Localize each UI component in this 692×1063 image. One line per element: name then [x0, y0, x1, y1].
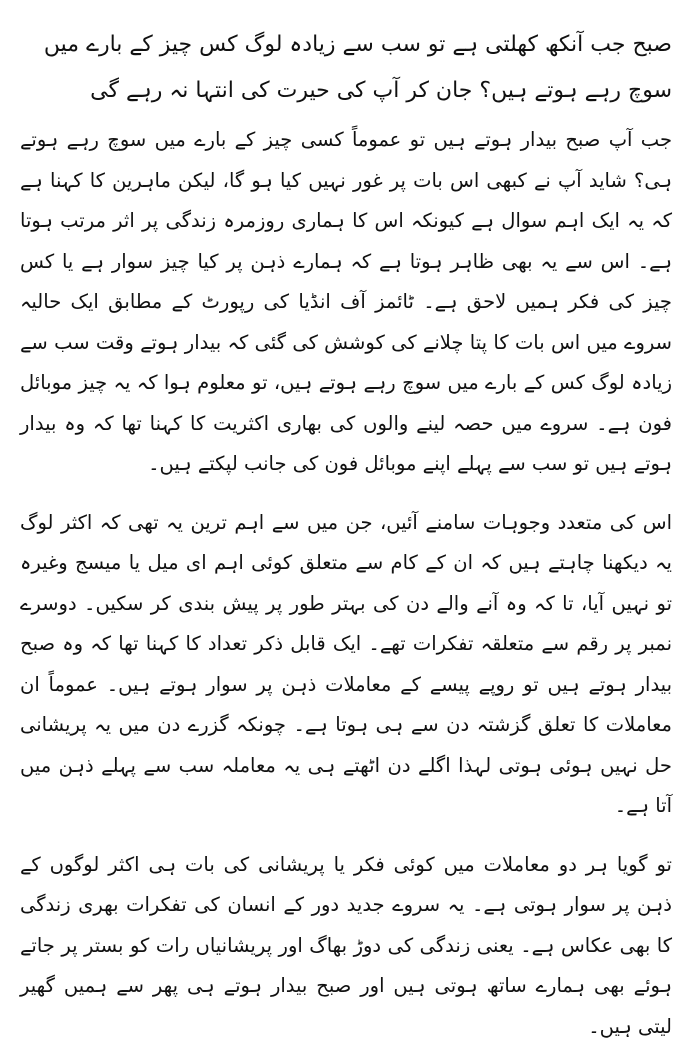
- article-headline: صبح جب آنکھ کھلتی ہے تو سب سے زیادہ لوگ کس چیز کے بارے میں سوچ رہے ہوتے ہیں؟ جان کر آپ کی حیرت کی انتہا نہ رہے گی: [43, 32, 672, 103]
- article-paragraph-2: اس کی متعدد وجوہات سامنے آئیں، جن میں سے اہم ترین یہ تھی کہ اکثر لوگ یہ دیکھنا چاہتے ہیں کہ ان کے کام سے متعلق کوئی اہم ای میل یا میسج وغیرہ تو نہیں آیا، تا کہ وہ آنے والے دن کی بہتر طور پر پیش بندی کر سکیں۔ دوسرے نمبر پر رقم سے متعلقہ تفکرات تھے۔ ایک قابل ذکر تعداد کا کہنا تھا کہ وہ صبح بیدار ہوتے ہیں تو روپے پیسے کے معاملات ذہن پر سوار ہوتے ہیں۔ عموماً ان معاملات کا تعلق گزشتہ دن سے ہی ہوتا ہے۔ چونکہ گزرے دن میں یہ پریشانی حل نہیں ہوئی ہوتی لہذا اگلے دن اٹھتے ہی یہ معاملہ سب سے پہلے ذہن میں آتا ہے۔: [20, 510, 672, 817]
- article-paragraph-1: جب آپ صبح بیدار ہوتے ہیں تو عموماً کسی چیز کے بارے میں سوچ رہے ہوتے ہی؟ شاید آپ نے کبھی اس بات پر غور نہیں کیا ہو گا، لیکن ماہرین کا کہنا ہے کہ یہ ایک اہم سوال ہے کیونکہ اس کا ہماری روزمرہ زندگی پر اثر مرتب ہوتا ہے۔ اس سے یہ بھی ظاہر ہوتا ہے کہ ہمارے ذہن پر کیا چیز سوار ہے یا کس چیز کی فکر ہمیں لاحق ہے۔ ٹائمز آف انڈیا کی رپورٹ کے مطابق ایک حالیہ سروے میں اس بات کا پتا چلانے کی کوشش کی گئی کہ بیدار ہوتے وقت سب سے زیادہ لوگ کس کے بارے میں سوچ رہے ہوتے ہیں، تو معلوم ہوا کہ یہ چیز موبائل فون ہے۔ سروے میں حصہ لینے والوں کی بھاری اکثریت کا کہنا تھا کہ وہ بیدار ہوتے ہیں تو سب سے پہلے اپنے موبائل فون کی جانب لپکتے ہیں۔: [20, 128, 672, 475]
- article-paragraph-3: تو گویا ہر دو معاملات میں کوئی فکر یا پریشانی کی بات ہی اکثر لوگوں کے ذہن پر سوار ہوتی ہے۔ یہ سروے جدید دور کے انسان کی تفکرات بھری زندگی کا بھی عکاس ہے۔ یعنی زندگی کی دوڑ بھاگ اور پریشانیاں رات کو بستر پر جاتے ہوئے بھی ہمارے ساتھ ہوتی ہیں اور صبح بیدار ہوتے ہی پھر سے ہمیں گھیر لیتی ہیں۔: [20, 852, 672, 1038]
